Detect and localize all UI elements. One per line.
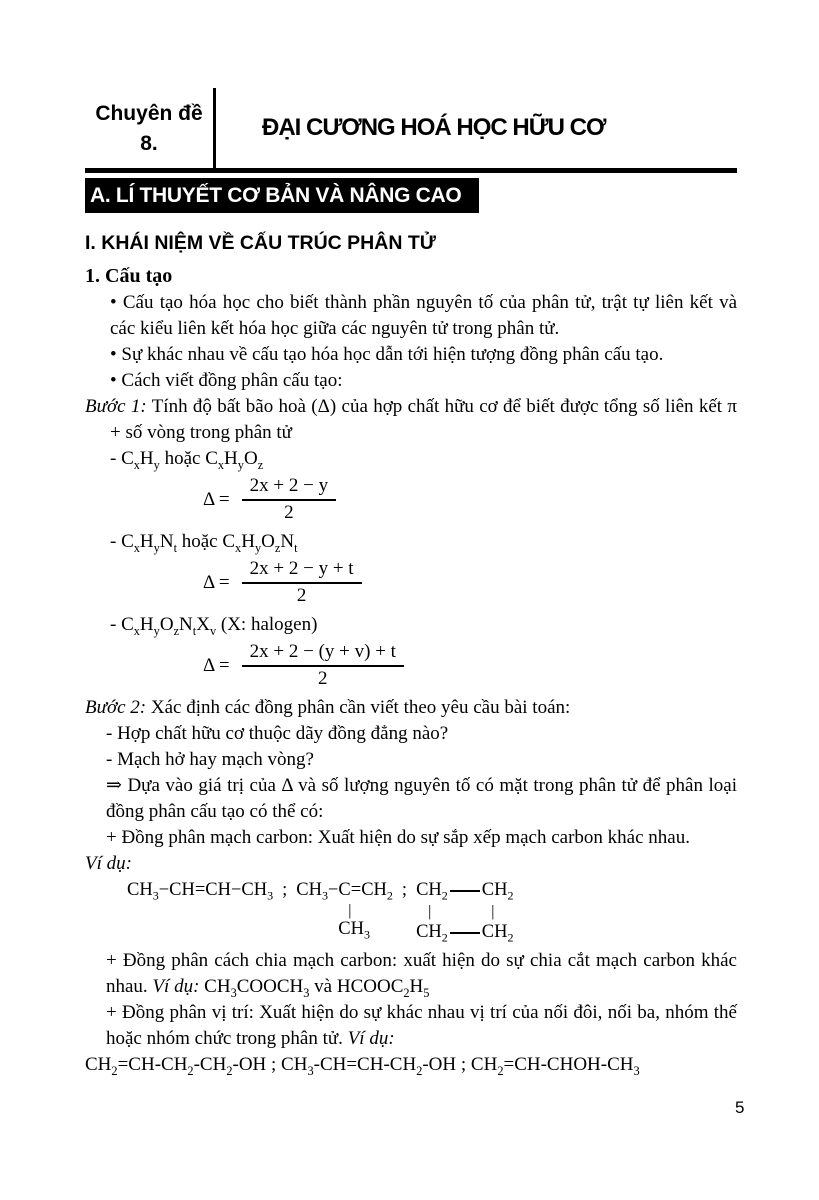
fraction-denominator: 2 bbox=[296, 585, 307, 606]
ch2-group: $CH_2$ bbox=[416, 880, 448, 903]
delta-formula-2 bbox=[203, 558, 737, 607]
chapter-series-number: 8. bbox=[140, 131, 158, 155]
fraction-numerator: 2x + 2 − y + t bbox=[242, 558, 362, 584]
delta-formula-1 bbox=[203, 475, 737, 524]
structure-separator: ; bbox=[401, 880, 408, 900]
formula-lhs: Δ = bbox=[203, 654, 230, 676]
fraction-denominator: 2 bbox=[318, 668, 328, 689]
bullet-item bbox=[85, 368, 737, 394]
step-2-paragraph bbox=[85, 695, 737, 721]
delta-formula-3 bbox=[203, 641, 737, 690]
step-2-text: Xác định các đồng phân cần viết theo yêu cầu bài toán: bbox=[146, 697, 571, 718]
section-i-heading: I. KHÁI NIỆM VỀ CẤU TRÚC PHÂN TỬ bbox=[85, 232, 436, 254]
fraction-numerator: 2x + 2 − y bbox=[242, 475, 336, 501]
formula-case-3-condition: - $C_xH_yO_zN_tX_v$ (X: halogen) bbox=[110, 614, 318, 638]
example-formula: $CH_3COOCH_3$ và $HCOOC_2H_5$ bbox=[199, 976, 430, 1000]
bond-vertical: | bbox=[428, 903, 432, 920]
cyclobutane-top-row bbox=[416, 878, 513, 903]
bond-horizontal bbox=[450, 890, 480, 892]
structure-top-row: $CH_3-C=CH_2$ bbox=[296, 880, 393, 903]
structure-isobutylene bbox=[296, 878, 393, 940]
step-1-paragraph bbox=[85, 394, 737, 446]
formula-case-1-condition: - $C_xH_y$ hoặc $C_xH_yO_z$ bbox=[110, 448, 264, 472]
step-1-text: Tính độ bất bão hoà (Δ) của hợp chất hữu cơ để biết được tổng số liên kết π + số vòng trong phân tử bbox=[110, 396, 737, 443]
formula-lhs: Δ = bbox=[203, 571, 230, 593]
structure-bottom-group: $CH_3$ bbox=[338, 919, 370, 942]
chapter-series-box bbox=[85, 88, 213, 168]
cyclobutane-bond-row bbox=[416, 903, 513, 920]
bullet-icon: • bbox=[110, 370, 117, 391]
isomer-type-3-text: + Đồng phân vị trí: Xuất hiện do sự khác nhau vị trí của nối đôi, nối ba, nhóm thế hoặc nhóm chức trong phân tử. bbox=[106, 1002, 737, 1049]
example-label: Ví dụ: bbox=[85, 853, 132, 874]
bullet-item bbox=[85, 342, 737, 368]
chapter-title: ĐẠI CƯƠNG HOÁ HỌC HỮU CƠ bbox=[262, 114, 606, 141]
header-vertical-divider bbox=[213, 88, 216, 168]
chapter-header bbox=[85, 88, 737, 168]
bond-horizontal bbox=[450, 932, 480, 934]
formula-lhs: Δ = bbox=[203, 488, 230, 510]
step-2-label: Bước 2: bbox=[85, 697, 147, 718]
isomer-type-2-text: + Đồng phân cách chia mạch carbon: xuất hiện do sự chia cắt mạch carbon khác nhau. bbox=[106, 950, 737, 997]
fraction-numerator: 2x + 2 − (y + v) + t bbox=[242, 641, 404, 667]
page-number: 5 bbox=[735, 1098, 745, 1117]
bullet-text: Cách viết đồng phân cấu tạo: bbox=[121, 370, 343, 391]
example-label: Ví dụ: bbox=[152, 976, 200, 997]
bond-vertical: | bbox=[348, 902, 352, 919]
fraction bbox=[242, 475, 336, 524]
structure-cyclobutane bbox=[416, 878, 513, 945]
bullet-text: Sự khác nhau về cấu tạo hóa học dẫn tới hiện tượng đồng phân cấu tạo. bbox=[121, 344, 664, 365]
page-content bbox=[85, 88, 737, 1078]
step-2-question: - Mạch hở hay mạch vòng? bbox=[106, 749, 314, 770]
ch2-group: $CH_2$ bbox=[481, 922, 514, 945]
header-rule bbox=[85, 168, 737, 173]
ch2-group: $CH_2$ bbox=[481, 880, 514, 903]
isomer-type-3-paragraph bbox=[85, 1000, 737, 1052]
section-a-heading: A. LÍ THUYẾT CƠ BẢN VÀ NÂNG CAO bbox=[85, 178, 479, 213]
isomer-type-2-paragraph bbox=[85, 948, 737, 1000]
example-label: Ví dụ: bbox=[347, 1028, 395, 1049]
fraction-denominator: 2 bbox=[284, 502, 294, 523]
ch2-group: $CH_2$ bbox=[416, 922, 448, 945]
step-1-label: Bước 1: bbox=[85, 396, 147, 417]
bullet-text: Cấu tạo hóa học cho biết thành phần nguyên tố của phân tử, trật tự liên kết và các kiểu liên kết hóa học giữa các nguyên tử trong phân tử. bbox=[110, 292, 738, 339]
step-2-question: - Hợp chất hữu cơ thuộc dãy đồng đẳng nào? bbox=[106, 723, 449, 744]
fraction bbox=[242, 558, 362, 607]
fraction bbox=[242, 641, 404, 690]
cyclobutane-bottom-row bbox=[416, 920, 513, 945]
subsection-1-heading: 1. Cấu tạo bbox=[85, 265, 173, 287]
structure-butene: $CH_3-CH=CH-CH_3$ bbox=[127, 880, 274, 903]
structure-separator: ; bbox=[282, 880, 288, 900]
bullet-item bbox=[85, 290, 737, 342]
bullet-icon: • bbox=[110, 344, 117, 365]
implication-paragraph: ⇒ Dựa vào giá trị của Δ và số lượng nguyên tố có mặt trong phân tử để phân loại đồng phân cấu tạo có thể có: bbox=[106, 775, 737, 822]
chapter-series-label: Chuyên đề bbox=[95, 101, 203, 125]
example-formula-line: $CH_2=CH-CH_2-CH_2-OH$ ; $CH_3-CH=CH-CH_2-OH$ ; $CH_2=CH-CHOH-CH_3$ bbox=[85, 1054, 640, 1078]
isomer-type-1-paragraph: + Đồng phân mạch carbon: Xuất hiện do sự sắp xếp mạch carbon khác nhau. bbox=[106, 827, 690, 848]
formula-case-2-condition: - $C_xH_yN_t$ hoặc $C_xH_yO_zN_t$ bbox=[110, 531, 298, 555]
example-structures bbox=[127, 878, 737, 945]
bullet-icon: • bbox=[110, 292, 117, 313]
bond-vertical: | bbox=[491, 903, 495, 920]
